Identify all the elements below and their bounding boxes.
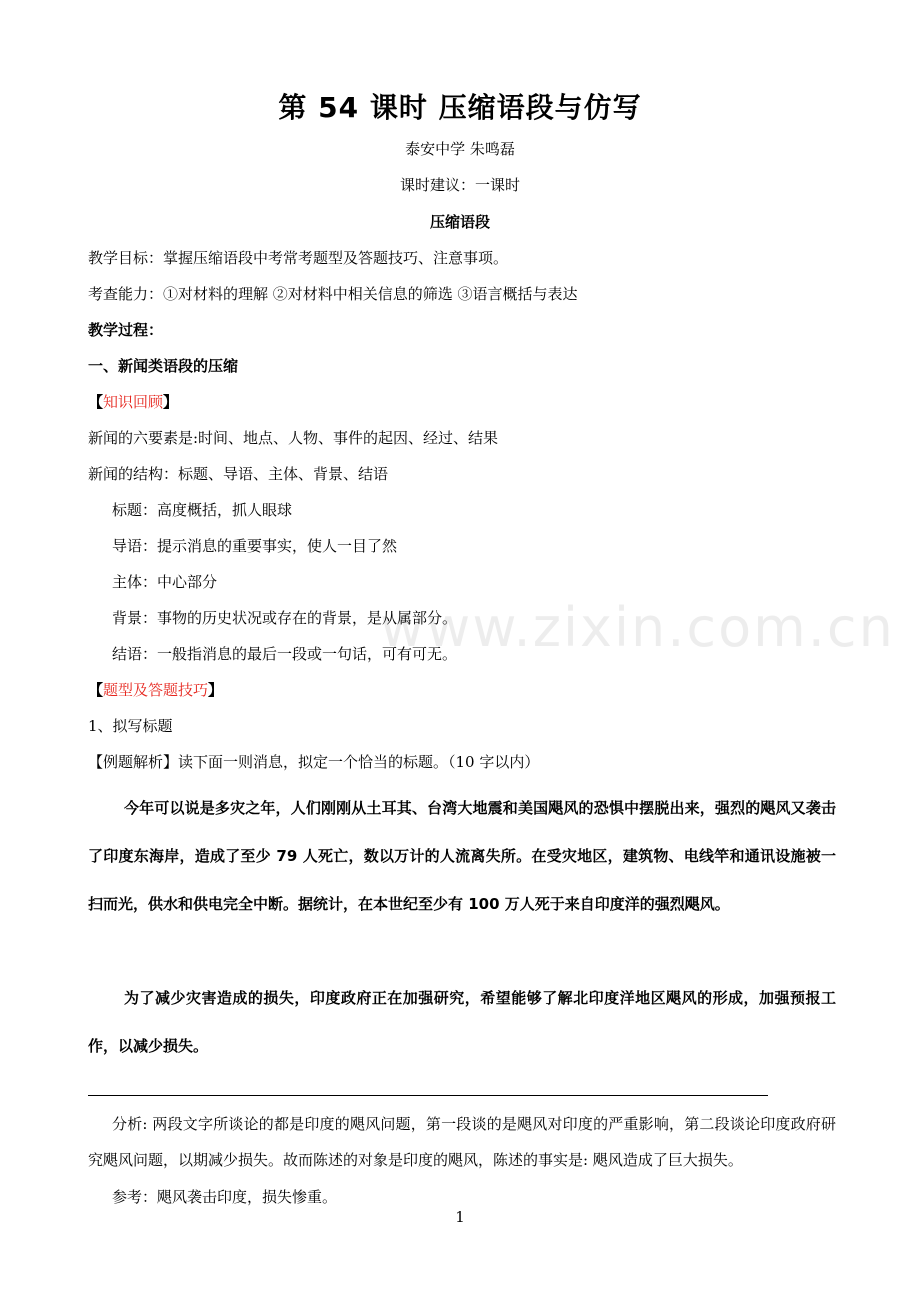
item1-heading: 1、拟写标题 bbox=[88, 717, 173, 735]
process-heading: 教学过程： bbox=[88, 321, 164, 339]
bracket-close: 】 bbox=[163, 393, 179, 411]
structure-item: 导语：提示消息的重要事实，使人一目了然 bbox=[112, 537, 398, 555]
skills-heading-text: 题型及答题技巧 bbox=[103, 681, 209, 699]
news-paragraph-1: 今年可以说是多灾之年，人们刚刚从土耳其、台湾大地震和美国飓风的恐惧中摆脱出来，强烈的飓风又袭击了印度东海岸，造成了至少 79 人死亡，数以万计的人流离失所。在受灾地区，建筑物、电线竿和通讯设施被一扫而光，供水和供电完全中断。据统计，在本世纪至少有 100 万人死于来自印度洋的强烈飓风。 bbox=[88, 799, 836, 913]
bracket-open: 【 bbox=[88, 681, 104, 699]
structure-item: 背景：事物的历史状况或存在的背景，是从属部分。 bbox=[112, 609, 458, 627]
example-prompt: 【例题解析】读下面一则消息，拟定一个恰当的标题。（10 字以内） bbox=[88, 753, 540, 771]
part1-heading: 一、新闻类语段的压缩 bbox=[88, 357, 239, 375]
reference-answer: 参考：飓风袭击印度，损失惨重。 bbox=[112, 1188, 338, 1206]
six-elements-line: 新闻的六要素是:时间、地点、人物、事件的起因、经过、结果 bbox=[88, 429, 499, 447]
skills-heading bbox=[88, 679, 223, 700]
divider-line bbox=[88, 1095, 768, 1096]
structure-item: 结语：一般指消息的最后一段或一句话，可有可无。 bbox=[112, 645, 458, 663]
page-number: 1 bbox=[455, 1208, 465, 1226]
page-title: 第 54 课时 压缩语段与仿写 bbox=[278, 91, 642, 124]
section-title: 压缩语段 bbox=[429, 213, 490, 231]
structure-line: 新闻的结构：标题、导语、主体、背景、结语 bbox=[88, 465, 389, 483]
ability-line: 考查能力：①对材料的理解 ②对材料中相关信息的筛选 ③语言概括与表达 bbox=[88, 285, 578, 303]
review-heading-text: 知识回顾 bbox=[103, 393, 164, 411]
analysis-paragraph: 分析: 两段文字所谈论的都是印度的飓风问题，第一段谈的是飓风对印度的严重影响，第二段谈论印度政府研究飓风问题，以期减少损失。故而陈述的对象是印度的飓风，陈述的事实是: 飓风造成了巨大损失。 bbox=[88, 1115, 836, 1169]
author-line: 泰安中学 朱鸣磊 bbox=[405, 140, 515, 158]
structure-item: 主体：中心部分 bbox=[112, 573, 218, 591]
duration-line: 课时建议：一课时 bbox=[399, 176, 520, 194]
bracket-close: 】 bbox=[208, 681, 224, 699]
bracket-open: 【 bbox=[88, 393, 104, 411]
teaching-goal: 教学目标：掌握压缩语段中考常考题型及答题技巧、注意事项。 bbox=[88, 249, 509, 267]
review-heading bbox=[88, 391, 178, 412]
watermark: www.zixin.com.cn bbox=[380, 596, 895, 659]
news-paragraph-2: 为了减少灾害造成的损失，印度政府正在加强研究，希望能够了解北印度洋地区飓风的形成，加强预报工作，以减少损失。 bbox=[88, 989, 836, 1055]
structure-item: 标题：高度概括，抓人眼球 bbox=[112, 501, 293, 519]
